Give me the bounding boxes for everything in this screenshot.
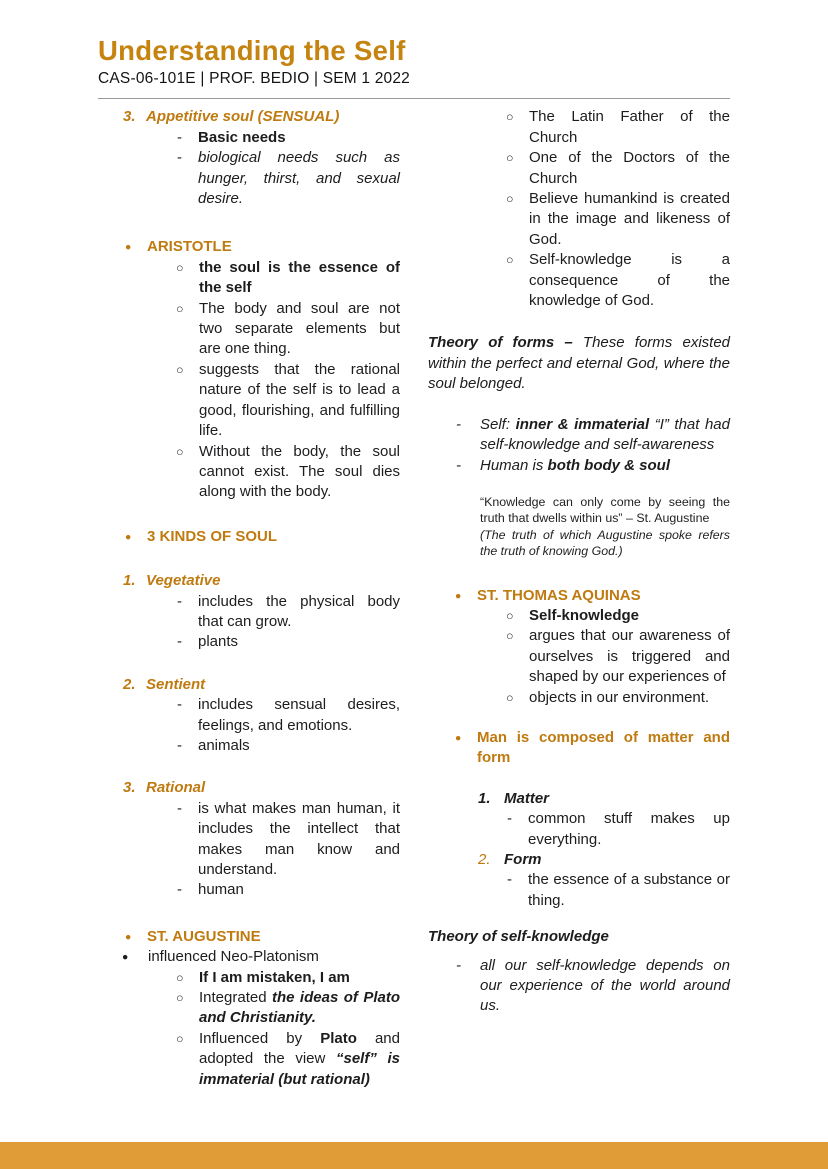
left-column: [98, 107, 400, 1090]
page-header: [0, 0, 828, 99]
item-text: biological needs such as hunger, thirst, and sexual desire.: [198, 149, 400, 208]
item-text: includes sensual desires, feelings, and emotions.: [198, 696, 400, 734]
heading-text: Appetitive soul (SENSUAL): [146, 108, 340, 126]
list-item: [98, 988, 400, 1029]
dash-icon: -: [507, 810, 512, 828]
heading-text: 3 KINDS OF SOUL: [147, 527, 278, 545]
list-item: [98, 258, 400, 299]
circle-icon: ○: [176, 991, 184, 1006]
dash-icon: -: [177, 696, 182, 714]
heading-theory-of-self-knowledge: Theory of self-knowledge: [428, 928, 609, 946]
heading-st-thomas-aquinas: [428, 586, 730, 606]
list-item-influenced: [98, 947, 400, 967]
heading-st-augustine: [98, 927, 400, 947]
circle-icon: ○: [506, 629, 514, 644]
item-text: influenced Neo-Platonism: [148, 948, 319, 966]
list-number: 1.: [123, 572, 136, 590]
item-text: One of the Doctors of the Church: [529, 149, 730, 187]
list-item-self: [428, 415, 730, 456]
bullet-icon: ●: [125, 930, 132, 943]
heading-appetitive-soul: [98, 107, 400, 127]
heading-text: Man is composed of matter and form: [477, 728, 730, 767]
item-text: The body and soul are not two separate elements but are one thing.: [199, 299, 400, 358]
circle-icon: ○: [176, 444, 184, 459]
text-run: Influenced by: [199, 1029, 321, 1047]
item-text: Without the body, the soul cannot exist. The soul dies along with the body.: [199, 442, 400, 501]
heading-text: Rational: [146, 779, 206, 797]
bullet-icon: ●: [125, 530, 132, 543]
item-text: [199, 1029, 400, 1090]
list-number: 2.: [478, 851, 491, 868]
item-text: objects in our environment.: [529, 688, 710, 706]
list-item: [98, 632, 400, 652]
circle-icon: ○: [176, 970, 184, 985]
list-item: [98, 592, 400, 633]
text-run: and adopted the view: [199, 1029, 400, 1068]
item-text: the soul is the essence of the self: [199, 258, 400, 297]
bullet-icon: ●: [125, 241, 132, 254]
circle-icon: ○: [506, 253, 514, 268]
circle-icon: ○: [176, 260, 184, 275]
heading-matter: [428, 789, 730, 809]
circle-icon: ○: [506, 608, 514, 623]
heading-form: [428, 850, 730, 870]
bullet-icon: ●: [122, 951, 129, 964]
item-text: Self-knowledge: [529, 606, 640, 624]
list-item: [428, 870, 730, 911]
item-text: Basic needs: [198, 128, 286, 146]
heading-text: Vegetative: [146, 572, 221, 590]
list-item: [428, 606, 730, 626]
list-number: 1.: [478, 789, 491, 807]
list-item: [428, 688, 730, 708]
circle-icon: ○: [176, 362, 184, 377]
circle-icon: ○: [506, 151, 514, 166]
dash-icon: -: [177, 149, 182, 167]
circle-icon: ○: [176, 301, 184, 316]
list-item-self-knowledge: [428, 956, 730, 1017]
dash-icon: -: [177, 881, 182, 899]
heading-aristotle: [98, 237, 400, 257]
bullet-icon: ●: [455, 589, 462, 602]
heading-text: ST. THOMAS AQUINAS: [477, 586, 641, 604]
item-text: plants: [198, 633, 239, 651]
dash-icon: -: [177, 799, 182, 817]
circle-icon: ○: [506, 110, 514, 125]
text-run: Theory of forms –: [428, 334, 573, 352]
list-item-biological-needs: [98, 148, 400, 209]
dash-icon: -: [507, 871, 512, 889]
item-text: If I am mistaken, I am: [199, 968, 350, 986]
list-item: [98, 968, 400, 988]
circle-icon: ○: [506, 690, 514, 705]
heading-vegetative: [98, 571, 400, 591]
item-text: The Latin Father of the Church: [529, 108, 730, 146]
list-item: [98, 1029, 400, 1090]
text-run: inner & immaterial: [515, 415, 650, 433]
list-number: 2.: [123, 675, 136, 693]
heading-sentient: [98, 675, 400, 695]
list-item: [428, 626, 730, 687]
text-run: the ideas of Plato and Christianity.: [199, 989, 400, 1027]
item-text: animals: [198, 736, 250, 754]
list-item: [428, 107, 730, 148]
list-item: [428, 148, 730, 189]
item-text: Believe humankind is created in the image and likeness of God.: [529, 190, 730, 248]
dash-icon: -: [177, 736, 182, 754]
course-subtitle: CAS-06-101E | PROF. BEDIO | SEM 1 2022: [98, 70, 410, 87]
list-item: [98, 799, 400, 881]
heading-3-kinds-of-soul: [98, 527, 400, 547]
list-item-human: [428, 456, 730, 476]
text-run: “self” is immaterial (but rational): [199, 1050, 400, 1088]
dash-icon: -: [456, 456, 461, 474]
list-item: [98, 299, 400, 360]
list-number: 3.: [123, 779, 136, 797]
right-column: [428, 107, 730, 1090]
dash-icon: -: [177, 128, 182, 146]
list-item: [428, 250, 730, 311]
heading-text: Sentient: [146, 675, 206, 693]
text-run: “I” that had self-knowledge and self-awareness: [480, 415, 730, 454]
item-text: the essence of a substance or thing.: [528, 871, 730, 909]
text-run: These forms existed within the perfect and eternal God, where the soul belonged.: [428, 334, 730, 393]
text-run: Self:: [480, 415, 516, 433]
page-title: Understanding the Self: [98, 35, 406, 66]
dash-icon: -: [177, 592, 182, 610]
heading-text: ARISTOTLE: [147, 238, 232, 256]
two-column-body: [0, 99, 828, 1090]
heading-text: Matter: [504, 789, 550, 807]
item-text: includes the physical body that can grow.: [198, 592, 400, 630]
heading-text: ST. AUGUSTINE: [147, 927, 261, 945]
item-text: human: [198, 881, 244, 899]
list-item: [98, 442, 400, 503]
item-text: Self-knowledge is a consequence of the knowledge of God.: [529, 251, 730, 310]
heading-matter-and-form: [428, 728, 730, 769]
item-text: argues that our awareness of ourselves is triggered and shaped by our experiences of: [529, 627, 730, 686]
item-text: [480, 456, 730, 476]
bullet-icon: ●: [455, 731, 462, 744]
text-run: Plato: [320, 1029, 357, 1047]
text-run: Human is: [480, 456, 548, 474]
circle-icon: ○: [506, 192, 514, 207]
list-item: [98, 360, 400, 442]
footer-accent-bar: [0, 1142, 828, 1169]
dash-icon: -: [456, 956, 461, 974]
augustine-quote: [480, 494, 730, 560]
dash-icon: -: [456, 415, 461, 433]
quote-note: (The truth of which Augustine spoke refers the truth of knowing God.): [480, 527, 730, 559]
list-item: [98, 880, 400, 900]
item-text: all our self-knowledge depends on our experience of the world around us.: [480, 956, 730, 1015]
item-text: [199, 988, 400, 1029]
list-item: [428, 189, 730, 250]
list-item-basic-needs: [98, 128, 400, 148]
list-item: [98, 695, 400, 736]
heading-text: Form: [504, 851, 542, 868]
item-text: [480, 415, 730, 456]
item-text: common stuff makes up everything.: [528, 810, 730, 848]
text-run: both body & soul: [547, 456, 671, 474]
text-run: Integrated: [199, 989, 272, 1007]
item-text: is what makes man human, it includes the intellect that makes man know and understand.: [198, 799, 400, 878]
heading-rational: [98, 778, 400, 798]
item-text: suggests that the rational nature of the self is to lead a good, flourishing, and fulfilling life.: [199, 360, 400, 440]
list-item: [428, 809, 730, 850]
dash-icon: -: [177, 633, 182, 651]
list-number: 3.: [123, 108, 136, 126]
theory-of-forms-paragraph: [428, 333, 730, 394]
circle-icon: ○: [176, 1031, 184, 1046]
list-item: [98, 736, 400, 756]
quote-text: “Knowledge can only come by seeing the truth that dwells within us” – St. Augustine: [480, 494, 730, 526]
